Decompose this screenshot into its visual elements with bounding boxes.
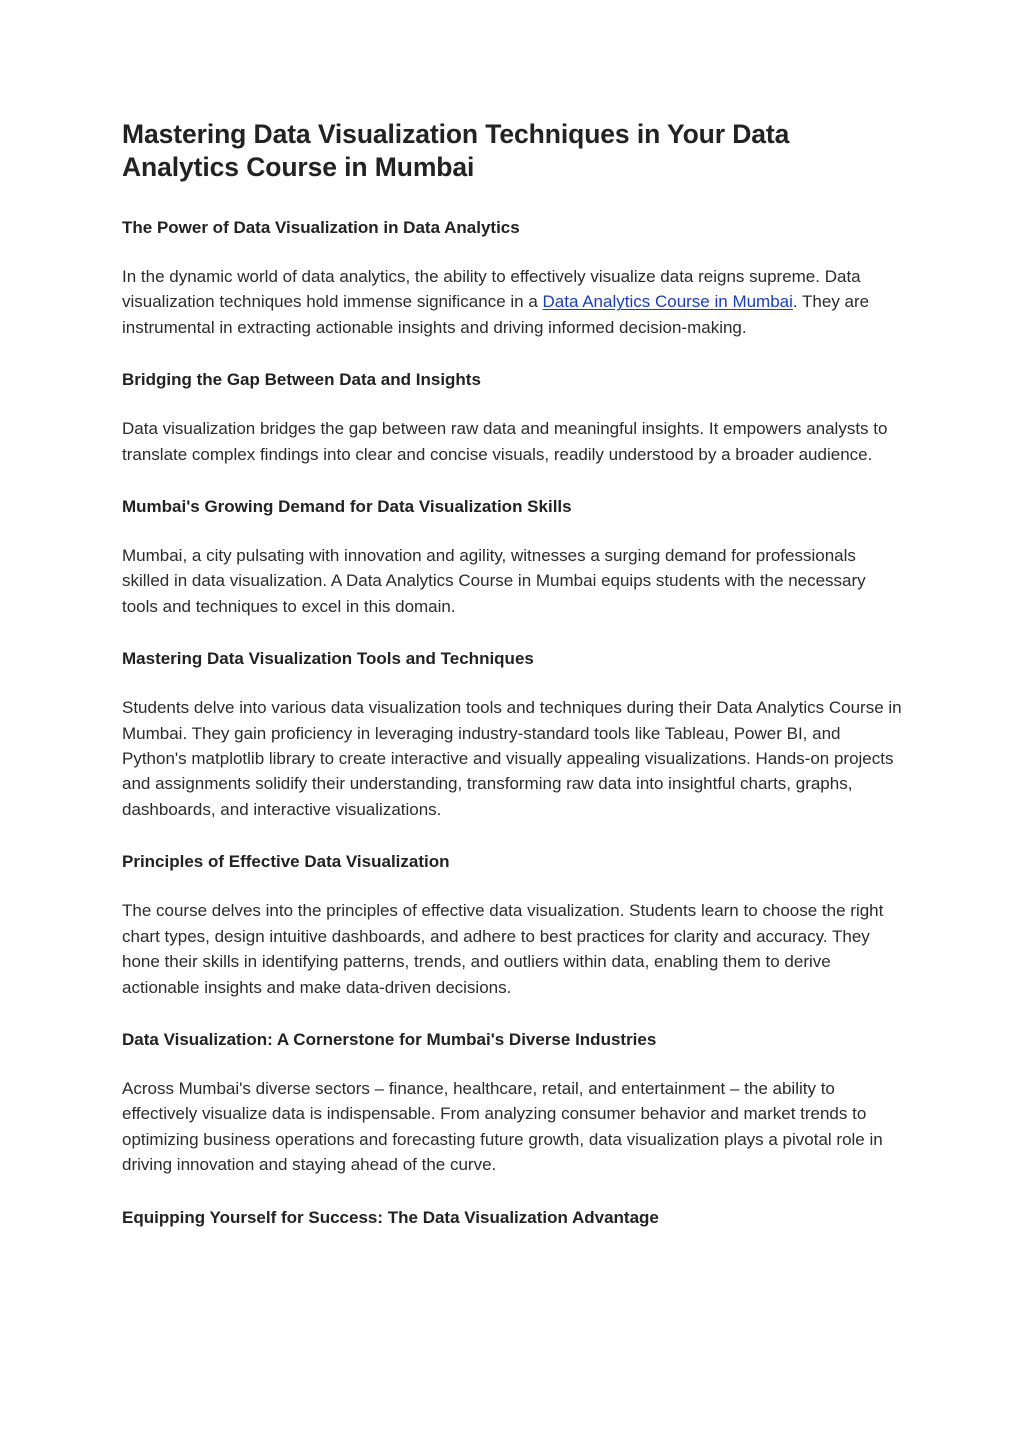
section-paragraph-principles-of-effective-data-visualization: The course delves into the principles of effective data visualization. Students learn to choose the right chart types, design intuitive dashboards, and adhere to best practices for clarity and accuracy. They hone their skills in identifying patterns, trends, and outliers within data, enabling them to derive actionable insights and make data-driven decisions.	[122, 901, 884, 997]
spacer	[122, 1178, 904, 1207]
spacer	[122, 467, 904, 496]
spacer	[122, 873, 904, 898]
section-heading-power-of-data-visualization: The Power of Data Visualization in Data Analytics	[122, 218, 520, 237]
spacer	[122, 1000, 904, 1029]
spacer	[122, 239, 904, 264]
document-content	[122, 118, 904, 1229]
spacer	[122, 670, 904, 695]
section-paragraph-bridging-the-gap: Data visualization bridges the gap between raw data and meaningful insights. It empowers analysts to translate complex findings into clear and concise visuals, readily understood by a broader audience.	[122, 419, 888, 464]
spacer	[122, 391, 904, 416]
spacer	[122, 518, 904, 543]
section-heading-mastering-tools-and-techniques: Mastering Data Visualization Tools and Techniques	[122, 649, 534, 669]
spacer	[122, 340, 904, 369]
section-heading-cornerstone-diverse-industries: Data Visualization: A Cornerstone for Mumbai's Diverse Industries	[122, 1029, 657, 1049]
section-paragraph-mastering-tools-and-techniques: Students delve into various data visualization tools and techniques during their Data Analytics Course in Mumbai. They gain proficiency in leveraging industry-standard tools like Tableau, Power BI, and Python's matplotlib library to create interactive and visually appealing visualizations. Hands-on projects and assignments solidify their understanding, transforming raw data into insightful charts, graphs, dashboards, and interactive visualizations.	[122, 698, 902, 819]
section-heading-equipping-yourself-for-success: Equipping Yourself for Success: The Data Visualization Advantage	[122, 1207, 659, 1227]
paragraph-text-after-link: . They are instrumental in extracting actionable insights and driving informed decision-making.	[122, 292, 870, 337]
page-title: Mastering Data Visualization Techniques in Your Data Analytics Course in Mumbai	[122, 119, 790, 182]
section-heading-mumbai-growing-demand: Mumbai's Growing Demand for Data Visualization Skills	[122, 497, 572, 517]
section-paragraph-mumbai-growing-demand: Mumbai, a city pulsating with innovation and agility, witnesses a surging demand for professionals skilled in data visualization. A Data Analytics Course in Mumbai equips students with the necessary tools and techniques to excel in this domain.	[122, 546, 866, 616]
section-heading-bridging-the-gap: Bridging the Gap Between Data and Insights	[122, 370, 481, 390]
spacer	[122, 1051, 904, 1076]
spacer	[122, 822, 904, 851]
section-paragraph-power-of-data-visualization	[122, 264, 904, 340]
data-analytics-course-link[interactable]: Data Analytics Course in Mumbai	[542, 292, 793, 312]
spacer	[122, 619, 904, 648]
paragraph-text-before-link: In the dynamic world of data analytics, the ability to effectively visualize data reigns supreme. Data visualization techniques hold immense significance in a	[122, 267, 861, 312]
section-heading-principles-of-effective-data-visualization: Principles of Effective Data Visualization	[122, 852, 450, 872]
section-paragraph-cornerstone-diverse-industries: Across Mumbai's diverse sectors – finance, healthcare, retail, and entertainment – the ability to effectively visualize data is indispensable. From analyzing consumer behavior and market trends to optimizing business operations and forecasting future growth, data visualization plays a pivotal role in driving innovation and staying ahead of the curve.	[122, 1078, 883, 1175]
spacer	[122, 184, 904, 217]
